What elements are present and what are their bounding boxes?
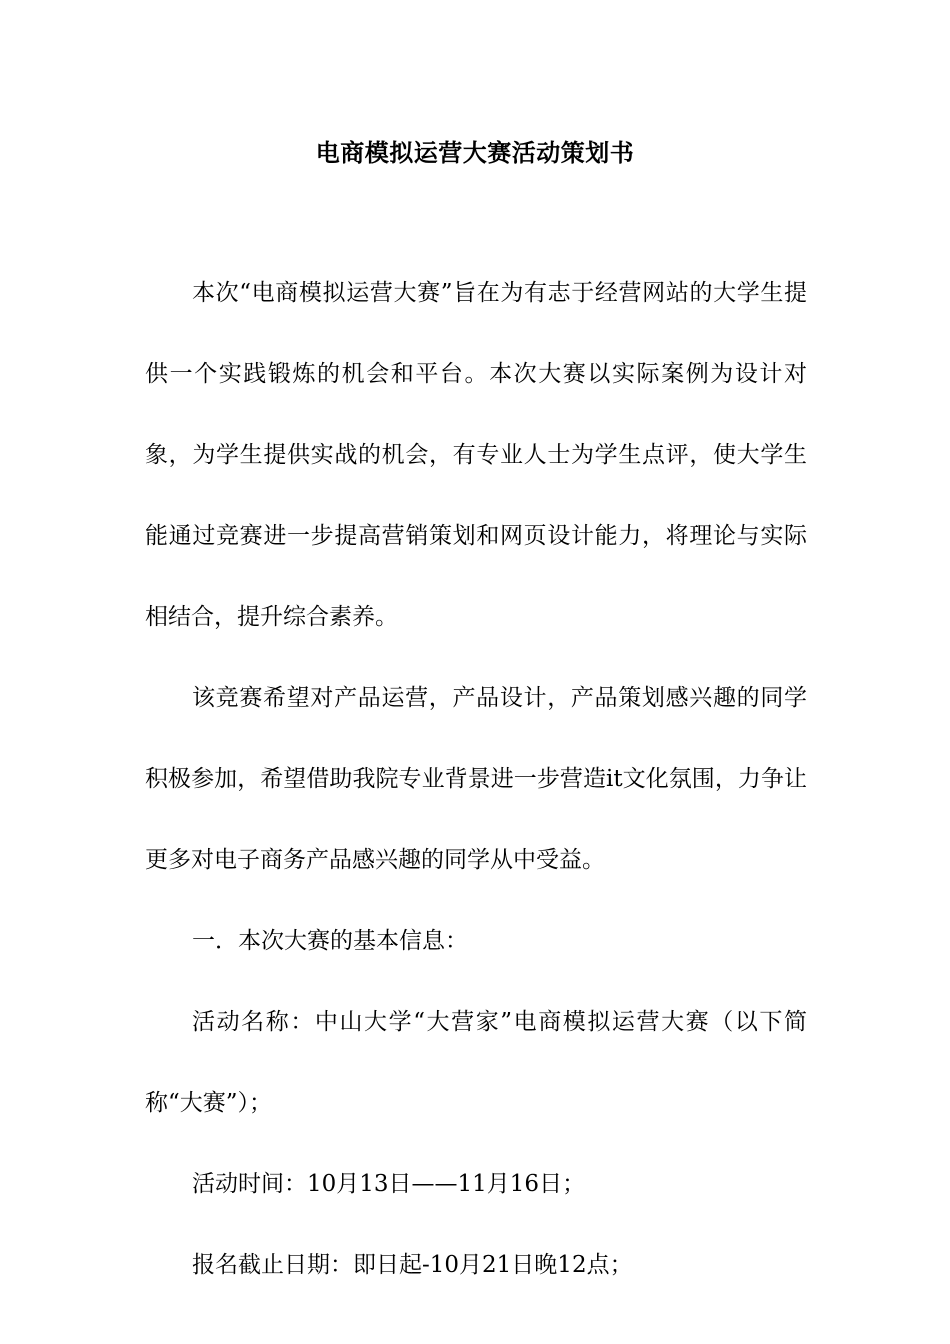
section-heading-basic-info: 一．本次大赛的基本信息： [192,928,468,954]
activity-name-line: 活动名称：中山大学“大营家”电商模拟运营大赛（以下简称“大赛”）； [145,1009,807,1116]
registration-deadline-line: 报名截止日期：即日起-10月21日晚12点； [192,1252,633,1278]
audience-paragraph: 该竞赛希望对产品运营，产品设计，产品策划感兴趣的同学积极参加，希望借助我院专业背景进一步营造it文化氛围，力争让更多对电子商务产品感兴趣的同学从中受益。 [145,685,807,873]
activity-time-line: 活动时间：10月13日——11月16日； [192,1171,586,1197]
document-title: 电商模拟运营大赛活动策划书 [315,139,635,167]
document-body [145,253,807,1306]
intro-paragraph: 本次“电商模拟运营大赛”旨在为有志于经营网站的大学生提供一个实践锻炼的机会和平台。本次大赛以实际案例为设计对象，为学生提供实战的机会，有专业人士为学生点评，使大学生能通过竞赛进一步提高营销策划和网页设计能力，将理论与实际相结合，提升综合素养。 [145,280,807,630]
